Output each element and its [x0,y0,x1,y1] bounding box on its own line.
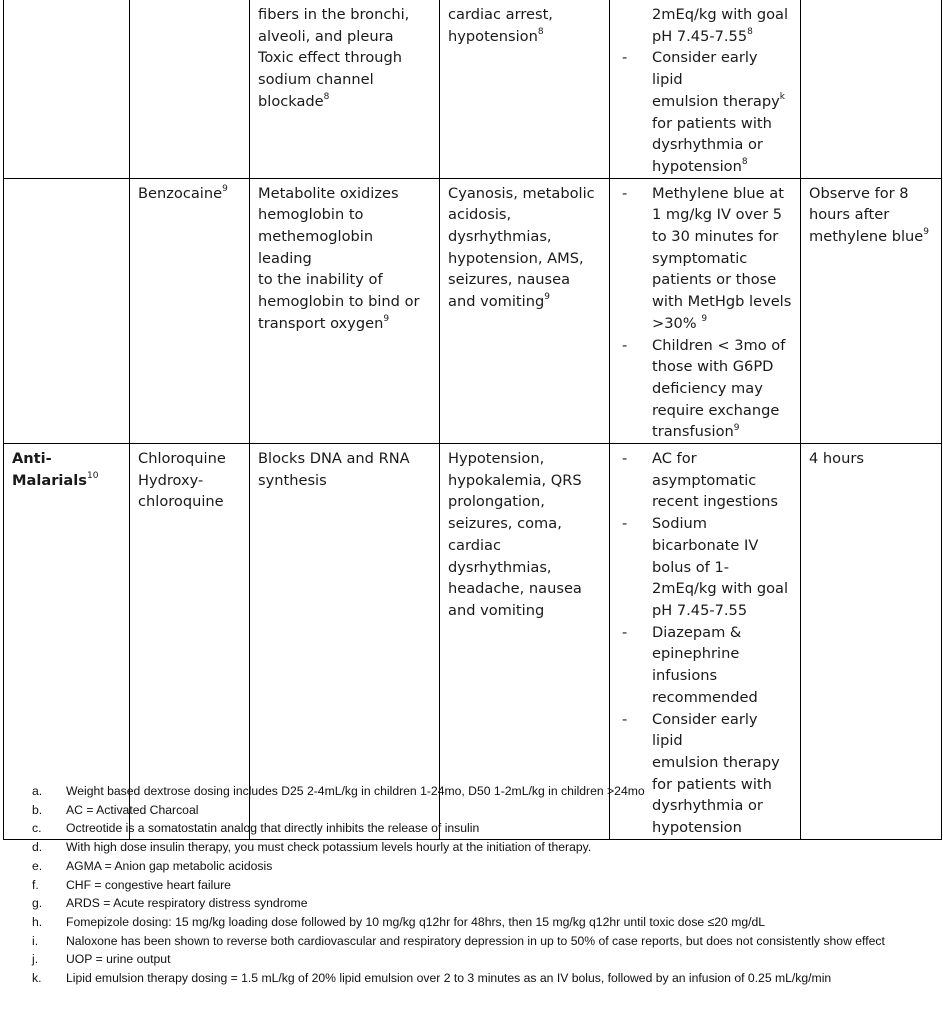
mechanism-cell [250,0,440,178]
observation-cell: Observe for 8 hours after methylene blue$^9$ [801,178,942,443]
treatment-list [618,4,792,178]
table-row [4,0,942,178]
footnote-item: c. Octreotide is a somatostatin analog that directly inhibits the release of insulin [32,821,480,836]
mechanism-cell: Blocks DNA and RNA synthesis [250,444,440,840]
text-line: alveoli, and pleura [258,27,394,45]
treatment-cell [610,178,801,443]
list-item: - Diazepam & epinephrine infusions recommended [618,622,792,709]
mechanism-cell: Metabolite oxidizes hemoglobin to methemoglobin leading to the inability of hemoglobin to bind or transport oxygen$^9$ [250,178,440,443]
footnote-item: a. Weight based dextrose dosing includes D25 2-4mL/kg in children 1-24mo, D50 1-2mL/kg in children >24mo [32,784,645,798]
toxicology-table [3,0,942,840]
footnote-item: j. UOP = urine output [32,952,171,967]
text-line: sodium channel [258,71,374,89]
symptoms-cell: Hypotension, hypokalemia, QRS prolongation, seizures, coma, cardiac dysrhythmias, headache, nausea and vomiting [440,444,610,840]
citation: 10 [86,470,99,481]
agent-cell: Chloroquine Hydroxy- chloroquine [130,444,250,840]
list-item: - Consider early lipid emulsion therapy for patients with dysrhythmia or hypotension [618,709,792,839]
footnote-item: d. With high dose insulin therapy, you must check potassium levels hourly at the initiation of therapy. [32,840,592,855]
footnote-ref: k [779,91,785,102]
footnotes [32,782,932,988]
text-line: blockade [258,92,324,110]
citation: 9 [383,313,390,324]
citation: 9 [923,227,929,238]
list-item: - Sodium bicarbonate IV bolus of 1- 2mEq/kg with goal pH 7.45-7.55 [618,513,792,622]
treatment-list [618,448,792,839]
table-row [4,444,942,840]
footnote-item: b. AC = Activated Charcoal [32,802,199,817]
list-item: - Consider early lipid emulsion therapy$^k$ for patients with dysrhythmia or hypotension$^8$ [618,47,792,177]
table-row [4,178,942,443]
footnote-item: e. AGMA = Anion gap metabolic acidosis [32,858,273,873]
symptoms-cell [440,0,610,178]
class-cell [4,0,130,178]
treatment-cell [610,444,801,840]
agent-cell [130,0,250,178]
class-cell: Anti- Malarials$^{10}$ [4,444,130,840]
citation: 9 [701,313,708,324]
symptoms-cell: Cyanosis, metabolic acidosis, dysrhythmias, hypotension, AMS, seizures, nausea and vomiting$^9$ [440,178,610,443]
list-item: - AC for asymptomatic recent ingestions [618,448,792,513]
list-item: - Methylene blue at 1 mg/kg IV over 5 to 30 minutes for symptomatic patients or those with MetHgb levels >30% $^9$ [618,183,792,335]
footnote-item: g. ARDS = Acute respiratory distress syndrome [32,896,308,911]
text-line: Toxic effect through [258,49,403,67]
citation: 8 [741,157,748,168]
observation-cell [801,0,942,178]
agent-name: Benzocaine [138,184,223,202]
citation: 9 [222,183,228,194]
citation: 8 [323,91,330,102]
footnote-item: k. Lipid emulsion therapy dosing = 1.5 mL/kg of 20% lipid emulsion over 2 to 3 minutes as an IV bolus, followed by an infusion of 0.25 mL/kg/min [32,971,832,986]
list-item: - Children < 3mo of those with G6PD deficiency may require exchange transfusion$^9$ [618,335,792,444]
treatment-list [618,183,792,443]
class-cell [4,178,130,443]
text-line: cardiac arrest, [448,6,553,23]
agent-cell [130,178,250,443]
citation: 9 [733,422,740,433]
list-item: 2mEq/kg with goal pH 7.45-7.55$^8$ [652,6,789,45]
footnote-item: i. Naloxone has been shown to reverse both cardiovascular and respiratory depression in up to 50% of case reports, but does not consistently show effect [32,933,885,948]
citation: 8 [537,26,544,37]
observation-cell: 4 hours [801,444,942,840]
citation: 9 [544,292,550,303]
text-line: hypotension [448,27,538,45]
treatment-cell [610,0,801,178]
footnote-item: f. CHF = congestive heart failure [32,877,231,892]
citation: 8 [747,26,753,37]
text-line: fibers in the bronchi, [258,6,410,23]
footnote-item: h. Fomepizole dosing: 15 mg/kg loading dose followed by 10 mg/kg q12hr for 48hrs, then 15 mg/kg q12hr until toxic dose ≤20 mg/dL [32,914,766,929]
